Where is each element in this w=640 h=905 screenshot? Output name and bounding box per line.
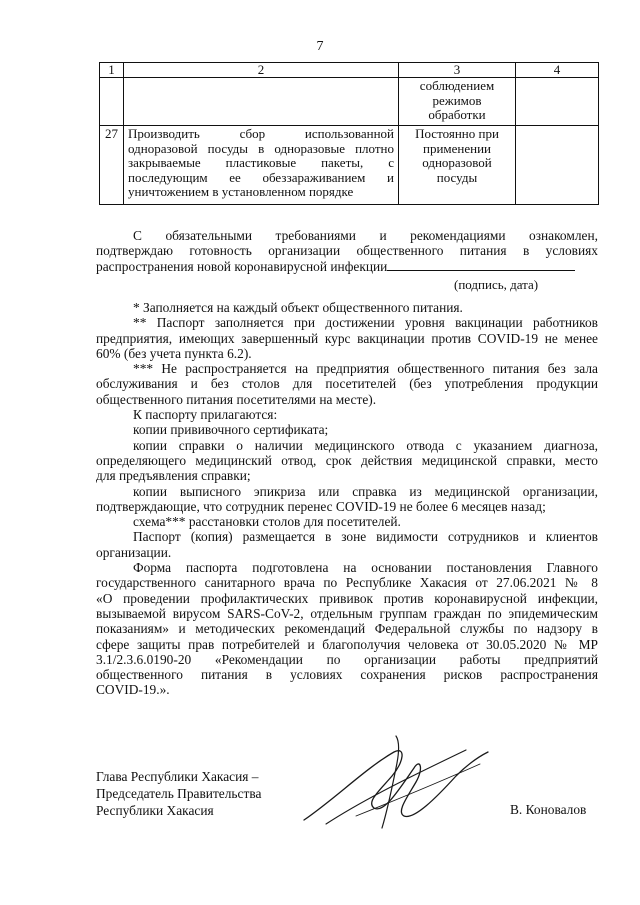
attachment-4: схема*** расстановки столов для посетителей. [133,514,401,530]
table-row-continued [100,78,599,126]
attachment-3: копии выписного эпикриза или справка из медицинской организации, [133,483,598,499]
cell-note [516,126,599,205]
attachment-2: копии справки о наличии медицинского отвода с указанием диагноза, [133,437,598,453]
signature-caption: (подпись, дата) [454,277,539,292]
passport-table [99,62,599,205]
notes: * Заполняется на каждый объект общественного питания. ** Паспорт заполняется при достижении уровня вакцинации работников предприятия, имеющих завершенный курс вакцинации против COVID-19 не менее 60% (без учета пункта 6.2). *** Не распространяется на предприятия общественного питания без зала обслуживания и без столов для посетителей (без употребления продукции общественного питания посетителями на месте). К паспорту прилагаются: копии прививочного сертификата; копии справки о наличии медицинского отвода с указанием диагноза, определяющего медицинский отвод, срок действия медицинской справки, место для предъявления справки; копии выписного эпикриза или справка из медицинской организации, подтверждающие, что сотрудник перенес COVID-19 не более 6 месяцев назад; схема*** расстановки столов для посетителей. Паспорт (копия) размещается в зоне видимости сотрудников и клиентов организации. Форма паспорта подготовлена на основании постановления Главного государственного санитарного врача по Республике Хакасия от 27.06.2021 № 8 «О проведении профилактических прививок против коронавирусной инфекции, вызываемой вирусом SARS-CoV-2, отдельным группам граждан по эпидемическим показаниям» и методических рекомендаций Федеральной службы по надзору в сфере защиты прав потребителей и благополучия человека от 30.05.2020 № МР 3.1/2.3.6.0190-20 «Рекомендации по организации работы предприятий общественного питания в условиях сохранения рисков распространения COVID-19.». [96,300,598,698]
header-cell-3: 3 [399,63,516,78]
cell-frequency: Постоянно при применении одноразовой посуды [399,126,516,205]
header-cell-1: 1 [100,63,124,78]
basis-paragraph: Форма паспорта подготовлена на основании постановления Главного [133,560,598,576]
header-cell-2: 2 [124,63,399,78]
attachments-heading: К паспорту прилагаются: [133,407,278,423]
signature-line [387,259,575,271]
cell-note [516,78,599,126]
cell-measure [124,78,399,126]
cell-number [100,78,124,126]
cell-number: 27 [100,126,124,205]
placement-note: Паспорт (копия) размещается в зоне видимости сотрудников и клиентов [133,529,598,545]
attachment-1: копии прививочного сертификата; [133,422,329,438]
table-header-row [100,63,599,78]
handwritten-signature [296,728,496,838]
cell-frequency: соблюдением режимов обработки [399,78,516,126]
cell-measure: Производить сбор использованной одноразовой посуды в одноразовые плотно закрываемые пластиковые пакеты, с последующим ее обеззараживанием и уничтожением в установленном порядке [124,126,399,205]
note-3: *** Не распространяется на предприятия общественного питания без зала [133,361,598,377]
signatory-name: В. Коновалов [510,802,587,817]
acknowledgement: С обязательными требованиями и рекомендациями ознакомлен, подтверждаю готовность организации общественного питания в условиях распространения новой коронавирусной инфекции [96,228,598,274]
note-1: * Заполняется на каждый объект общественного питания. [133,300,463,315]
signoff-title: Глава Республики Хакасия – Председатель Правительства Республики Хакасия [96,769,262,818]
note-2: ** Паспорт заполняется при достижении уровня вакцинации работников [133,315,598,331]
page-number: 7 [316,39,324,54]
header-cell-4: 4 [516,63,599,78]
table-row-27 [100,126,599,205]
